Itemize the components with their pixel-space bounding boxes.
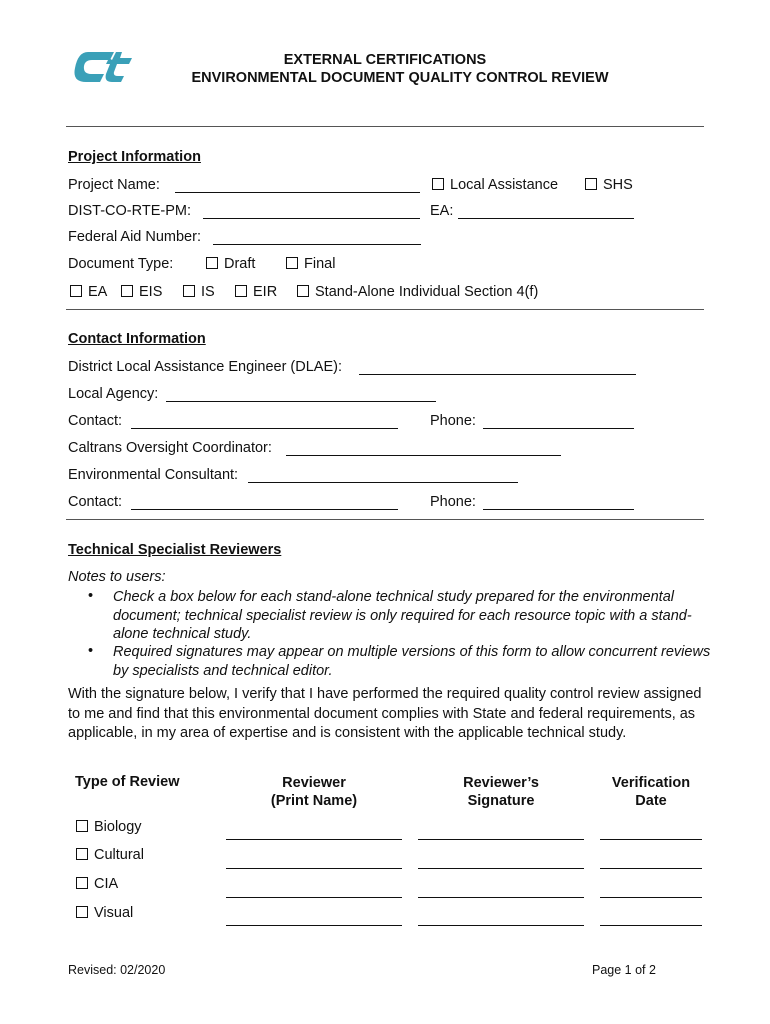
draft-label: Draft (224, 256, 256, 272)
biology-signature-field[interactable] (418, 839, 584, 840)
review-cia[interactable] (76, 876, 118, 892)
visual-checkbox[interactable] (76, 906, 88, 918)
review-biology[interactable] (76, 819, 142, 835)
dist-label: DIST-CO-RTE-PM: (68, 203, 191, 219)
cultural-reviewer-field[interactable] (226, 868, 402, 869)
col-date-line1: Verification (611, 775, 691, 791)
page-number: Page 1 of 2 (592, 963, 656, 977)
verification-statement: With the signature below, I verify that I have performed the required quality control review assigned to me and find that this environmental document complies with State and federal requirements, as applicable, in my area of expertise and is consistent with the applicable technical study. (68, 686, 702, 741)
phone2-field[interactable] (483, 509, 634, 510)
biology-checkbox[interactable] (76, 820, 88, 832)
cultural-date-field[interactable] (600, 868, 702, 869)
col-signature (418, 774, 584, 810)
doc-kind-eis[interactable] (121, 284, 162, 300)
ea-field[interactable] (458, 218, 634, 219)
contact-info-heading: Contact Information (68, 331, 206, 347)
consultant-field[interactable] (248, 482, 518, 483)
col-reviewer-line2: (Print Name) (270, 793, 358, 809)
shs-checkbox[interactable] (585, 178, 597, 190)
biology-date-field[interactable] (600, 839, 702, 840)
review-type-label: CIA (94, 876, 119, 892)
cia-signature-field[interactable] (418, 897, 584, 898)
eis-checkbox[interactable] (121, 285, 133, 297)
doc-kind-label: EIR (253, 284, 278, 300)
federal-aid-label: Federal Aid Number: (68, 229, 201, 245)
doc-kind-eir[interactable] (235, 284, 277, 300)
review-cultural[interactable] (76, 847, 144, 863)
revised-date: Revised: 02/2020 (68, 963, 166, 977)
shs-option[interactable] (585, 177, 633, 193)
review-type-label: Cultural (94, 847, 144, 863)
contact2-field[interactable] (131, 509, 398, 510)
draft-option[interactable] (206, 256, 255, 272)
contact-field[interactable] (131, 428, 398, 429)
shs-label: SHS (603, 177, 633, 193)
col-type-of-review: Type of Review (75, 774, 180, 790)
bullet-dot: • (88, 643, 94, 659)
doc-kind-label: IS (201, 284, 215, 300)
final-option[interactable] (286, 256, 335, 272)
contact-label: Contact: (68, 413, 122, 429)
visual-reviewer-field[interactable] (226, 925, 402, 926)
cia-reviewer-field[interactable] (226, 897, 402, 898)
contact-rule (66, 519, 704, 520)
project-rule (66, 309, 704, 310)
oversight-field[interactable] (286, 455, 561, 456)
cultural-signature-field[interactable] (418, 868, 584, 869)
biology-reviewer-field[interactable] (226, 839, 402, 840)
bullet-dot: • (88, 588, 94, 604)
phone-label: Phone: (430, 413, 476, 429)
cia-checkbox[interactable] (76, 877, 88, 889)
final-checkbox[interactable] (286, 257, 298, 269)
project-info-heading: Project Information (68, 149, 201, 165)
federal-aid-field[interactable] (213, 244, 421, 245)
col-date-line2: Date (635, 793, 667, 809)
project-name-field[interactable] (175, 192, 420, 193)
local-assistance-checkbox[interactable] (432, 178, 444, 190)
local-agency-field[interactable] (166, 401, 436, 402)
consultant-label: Environmental Consultant: (68, 467, 239, 483)
review-visual[interactable] (76, 905, 133, 921)
visual-signature-field[interactable] (418, 925, 584, 926)
note-bullet-1: Check a box below for each stand-alone technical study prepared for the environmental document; technical specialist review is only required for each resource topic with a stand-alone technical study. (113, 589, 692, 642)
header-rule (66, 126, 704, 127)
doc-type-label: Document Type: (68, 256, 174, 272)
oversight-label: Caltrans Oversight Coordinator: (68, 440, 272, 456)
ea-label: EA: (430, 203, 454, 219)
note-bullet-2: Required signatures may appear on multiple versions of this form to allow concurrent reviews by specialists and technical editor. (113, 644, 711, 679)
technical-heading: Technical Specialist Reviewers (68, 542, 282, 558)
col-reviewer (226, 774, 402, 810)
title-line-2: ENVIRONMENTAL DOCUMENT QUALITY CONTROL REVIEW (191, 70, 609, 86)
col-date (600, 774, 702, 810)
notes-label: Notes to users: (68, 569, 166, 585)
cia-date-field[interactable] (600, 897, 702, 898)
final-label: Final (304, 256, 336, 272)
title-line-1: EXTERNAL CERTIFICATIONS (283, 52, 487, 68)
local-assistance-label: Local Assistance (450, 177, 559, 193)
phone2-label: Phone: (430, 494, 476, 510)
review-type-label: Biology (94, 819, 142, 835)
doc-kind-label: EA (88, 284, 108, 300)
col-signature-line2: Signature (467, 793, 535, 809)
project-name-label: Project Name: (68, 177, 160, 193)
dlae-label: District Local Assistance Engineer (DLAE): (68, 359, 342, 375)
section-4f-checkbox[interactable] (297, 285, 309, 297)
eir-checkbox[interactable] (235, 285, 247, 297)
dist-field[interactable] (203, 218, 420, 219)
ea-checkbox[interactable] (70, 285, 82, 297)
local-agency-label: Local Agency: (68, 386, 159, 402)
col-signature-line1: Reviewer’s (463, 775, 539, 791)
doc-kind-is[interactable] (183, 284, 215, 300)
doc-kind-label: Stand-Alone Individual Section 4(f) (315, 284, 539, 300)
visual-date-field[interactable] (600, 925, 702, 926)
col-reviewer-line1: Reviewer (282, 775, 346, 791)
doc-kind-ea[interactable] (70, 284, 107, 300)
is-checkbox[interactable] (183, 285, 195, 297)
cultural-checkbox[interactable] (76, 848, 88, 860)
contact2-label: Contact: (68, 494, 122, 510)
dlae-field[interactable] (359, 374, 636, 375)
phone-field[interactable] (483, 428, 634, 429)
review-type-label: Visual (94, 905, 134, 921)
doc-kind-label: EIS (139, 284, 163, 300)
doc-kind-4f[interactable] (297, 284, 538, 300)
draft-checkbox[interactable] (206, 257, 218, 269)
local-assistance-option[interactable] (432, 177, 558, 193)
